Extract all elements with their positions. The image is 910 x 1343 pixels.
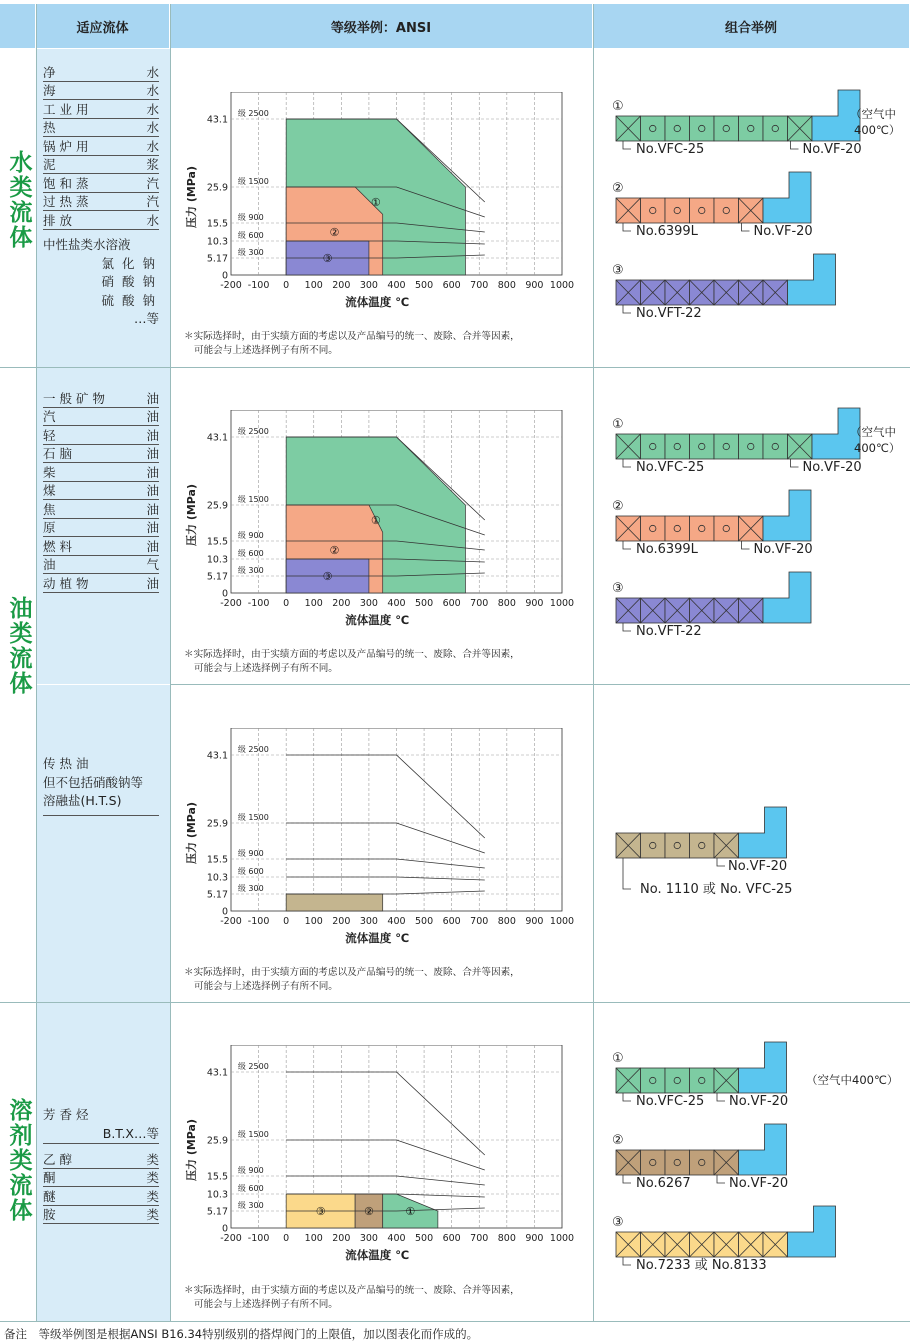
valve-label: No.VF-20 <box>802 142 862 157</box>
valve-label: No.VFT-22 <box>636 306 702 321</box>
fluid-row: 煤 油 <box>43 483 159 499</box>
header-cat-blank <box>0 4 36 48</box>
x-tick-label: 200 <box>332 280 351 291</box>
region <box>286 894 383 911</box>
combo-note: （空气中400℃） <box>806 1073 899 1087</box>
x-tick-label: 600 <box>442 916 461 927</box>
pipe-shape <box>739 1042 787 1093</box>
x-tick-label: 0 <box>283 1233 290 1244</box>
y-tick-label: 43.1 <box>206 114 228 126</box>
fluid-row: 排 放 水 <box>43 212 159 228</box>
grade-label: 级 1500 <box>237 1130 269 1139</box>
category-solvent: 溶剂类流体 <box>5 1098 33 1223</box>
chart-solvent <box>176 1045 581 1270</box>
grade-label: 级 1500 <box>237 495 269 504</box>
grade-label: 级 300 <box>237 248 264 257</box>
fluid-line: B.T.X…等 <box>102 1125 159 1141</box>
x-tick-label: 900 <box>525 1233 544 1244</box>
fluid-line: 硫 酸 钠 <box>101 292 157 308</box>
combo-note: 400℃） <box>854 123 901 137</box>
valve-label: No.7233 或 No.8133 <box>636 1258 767 1273</box>
y-tick-label: 25.9 <box>206 182 228 194</box>
fluid-row: 原 油 <box>43 520 159 536</box>
x-tick-label: 900 <box>525 280 544 291</box>
x-tick-label: 300 <box>359 916 378 927</box>
header-fluid: 适应流体 <box>36 4 170 48</box>
region-label: ① <box>405 1205 416 1219</box>
chart-water <box>176 92 581 317</box>
valve-cell <box>665 516 690 541</box>
region-label: ① <box>370 196 381 210</box>
y-tick-label: 0 <box>221 906 228 918</box>
fluid-line: 中性盐类水溶液 <box>43 237 131 252</box>
valve-cell <box>641 434 666 459</box>
x-tick-label: 0 <box>283 280 290 291</box>
region-label: ③ <box>315 1205 326 1219</box>
region-label: ① <box>370 514 381 528</box>
grade-label: 级 600 <box>237 549 264 558</box>
leader-line <box>717 1175 725 1183</box>
y-axis-label: 压力 (MPa) <box>185 1118 198 1182</box>
grade-label: 级 1500 <box>237 813 269 822</box>
x-tick-label: 600 <box>442 598 461 609</box>
combo-note: （空气中 <box>850 425 896 439</box>
pipe-shape <box>763 490 811 541</box>
pipe-shape <box>788 1206 836 1257</box>
x-tick-label: 600 <box>442 280 461 291</box>
x-tick-label: 1000 <box>549 916 575 927</box>
grade-label: 级 2500 <box>237 109 269 118</box>
valve-label: No.6399L <box>636 542 698 557</box>
fluid-list-heat <box>43 755 159 816</box>
x-tick-label: 500 <box>415 1233 434 1244</box>
x-tick-label: 700 <box>470 280 489 291</box>
x-tick-label: 300 <box>359 598 378 609</box>
fluid-row: 轻 油 <box>43 427 159 443</box>
leader-line <box>623 858 631 889</box>
leader-line <box>623 141 631 149</box>
fluid-row: 焦 油 <box>43 501 159 517</box>
combo-number: ③ <box>612 1215 624 1230</box>
x-tick-label: 200 <box>332 1233 351 1244</box>
region-label: ③ <box>322 570 333 584</box>
leader-line <box>791 141 799 149</box>
pipe-shape <box>739 807 787 858</box>
x-tick-label: 1000 <box>549 598 575 609</box>
combo-number: ③ <box>612 263 624 278</box>
valve-cell <box>690 434 715 459</box>
leader-line <box>742 223 750 231</box>
leader-line <box>717 1093 725 1101</box>
y-tick-label: 10.3 <box>206 1189 228 1201</box>
fluid-row: 锅 炉 用 水 <box>43 138 159 154</box>
valve-cell <box>641 833 666 858</box>
valve-cell <box>690 1068 715 1093</box>
x-tick-label: -100 <box>247 598 270 609</box>
x-axis-label: 流体温度 ℃ <box>345 1248 410 1262</box>
grade-label: 级 600 <box>237 1184 264 1193</box>
fluid-line: 硝 酸 钠 <box>101 274 157 289</box>
x-tick-label: -100 <box>247 1233 270 1244</box>
x-tick-label: 900 <box>525 598 544 609</box>
leader-line <box>623 1175 631 1183</box>
note-oil: ＊实际选择时，由于实绩方面的考虑以及产品编号的统一、废除、合并等因素， 可能会与上述选择例子有所不同。 <box>184 649 520 674</box>
x-tick-label: 700 <box>470 916 489 927</box>
fluid-row: 乙 醇 类 <box>43 1151 159 1167</box>
x-tick-label: -200 <box>220 598 242 609</box>
grade-label: 级 2500 <box>237 1062 269 1071</box>
grade-label: 级 900 <box>237 531 264 540</box>
grade-label: 级 1500 <box>237 177 269 186</box>
x-tick-label: -100 <box>247 916 270 927</box>
combo-number: ① <box>612 99 624 114</box>
y-axis-label: 压力 (MPa) <box>185 801 198 865</box>
y-tick-label: 5.17 <box>206 1206 228 1218</box>
valve-label: No.VF-20 <box>729 1176 789 1191</box>
region-label: ② <box>329 225 340 239</box>
fluid-row: 燃 料 油 <box>43 538 159 554</box>
leader-line <box>742 541 750 549</box>
valve-label: No.VFC-25 <box>636 460 705 475</box>
leader-line <box>623 1093 631 1101</box>
leader-line <box>791 459 799 467</box>
fluid-row: 过 热 蒸 汽 <box>43 194 159 210</box>
x-tick-label: 1000 <box>549 280 575 291</box>
header-grade: 等级举例：ANSI <box>170 4 593 48</box>
leader-line <box>717 858 725 866</box>
fluid-row: 饱 和 蒸 汽 <box>43 175 159 191</box>
combo-water <box>596 88 908 338</box>
x-tick-label: 100 <box>304 280 323 291</box>
x-tick-label: -200 <box>220 1233 242 1244</box>
valve-cell <box>690 116 715 141</box>
fluid-row: 汽 油 <box>43 409 159 425</box>
valve-label: No.VF-20 <box>729 1094 789 1109</box>
fluid-row: 油 气 <box>43 557 159 573</box>
note-water: ＊实际选择时，由于实绩方面的考虑以及产品编号的统一、废除、合并等因素， 可能会与上述选择例子有所不同。 <box>184 331 520 356</box>
valve-cell <box>665 434 690 459</box>
y-tick-label: 0 <box>221 1223 228 1235</box>
combo-number: ① <box>612 417 624 432</box>
fluid-row: 石 脑 油 <box>43 446 159 462</box>
x-tick-label: 500 <box>415 916 434 927</box>
x-tick-label: 100 <box>304 1233 323 1244</box>
valve-label: No. 1110 或 No. VFC-25 <box>640 882 793 897</box>
pipe-shape <box>763 572 811 623</box>
valve-cell <box>739 434 764 459</box>
valve-label: No.VF-20 <box>802 460 862 475</box>
leader-line <box>623 305 631 313</box>
pipe-shape <box>788 254 836 305</box>
x-tick-label: 400 <box>387 1233 406 1244</box>
leader-line <box>623 541 631 549</box>
valve-cell <box>714 116 739 141</box>
grade-label: 级 300 <box>237 884 264 893</box>
valve-label: No.VFC-25 <box>636 142 705 157</box>
x-tick-label: 700 <box>470 598 489 609</box>
x-tick-label: 800 <box>497 280 516 291</box>
fluid-row: 热 水 <box>43 120 159 136</box>
valve-label: No.VFT-22 <box>636 624 702 639</box>
valve-cell <box>714 198 739 223</box>
leader-line <box>623 459 631 467</box>
fluid-line: 传 热 油 <box>43 756 89 771</box>
y-tick-label: 25.9 <box>206 818 228 830</box>
combo-note: 400℃） <box>854 441 901 455</box>
y-tick-label: 0 <box>221 270 228 282</box>
fluid-line: 但不包括硝酸钠等 <box>43 774 144 790</box>
y-tick-label: 15.5 <box>206 1171 228 1183</box>
category-water: 水类流体 <box>5 150 33 250</box>
valve-label: No.6267 <box>636 1176 691 1191</box>
x-tick-label: -100 <box>247 280 270 291</box>
valve-cell <box>690 833 715 858</box>
combo-number: ② <box>612 1133 624 1148</box>
x-tick-label: 400 <box>387 280 406 291</box>
x-tick-label: 800 <box>497 916 516 927</box>
x-axis-label: 流体温度 ℃ <box>345 931 410 945</box>
grade-label: 级 600 <box>237 231 264 240</box>
grade-label: 级 900 <box>237 849 264 858</box>
valve-cell <box>690 198 715 223</box>
note-heat: ＊实际选择时，由于实绩方面的考虑以及产品编号的统一、废除、合并等因素， 可能会与上述选择例子有所不同。 <box>184 967 520 992</box>
y-tick-label: 43.1 <box>206 432 228 444</box>
footer-note: 备注 等级举例图是根据ANSI B16.34特别级别的搭焊阀门的上限值，加以图表化而作成的。 <box>4 1327 479 1341</box>
valve-label: No.VF-20 <box>753 224 813 239</box>
valve-cell <box>665 116 690 141</box>
fluid-col-heat <box>36 685 170 1002</box>
y-tick-label: 15.5 <box>206 536 228 548</box>
grade-label: 级 300 <box>237 566 264 575</box>
region-label: ③ <box>322 252 333 266</box>
leader-line <box>623 1257 631 1265</box>
combo-number: ③ <box>612 581 624 596</box>
valve-label: No.VF-20 <box>728 859 788 874</box>
x-tick-label: 400 <box>387 916 406 927</box>
valve-cell <box>763 116 788 141</box>
y-axis-label: 压力 (MPa) <box>185 165 198 229</box>
fluid-row: 海 水 <box>43 83 159 99</box>
y-tick-label: 5.17 <box>206 253 228 265</box>
x-tick-label: 900 <box>525 916 544 927</box>
region-label: ② <box>329 543 340 557</box>
fluid-row: 工 业 用 水 <box>43 101 159 117</box>
chart-oil <box>176 410 581 635</box>
y-tick-label: 43.1 <box>206 750 228 762</box>
valve-label: No.6399L <box>636 224 698 239</box>
y-tick-label: 5.17 <box>206 571 228 583</box>
leader-line <box>623 623 631 631</box>
valve-cell <box>665 1068 690 1093</box>
chart-heat <box>176 728 581 953</box>
x-tick-label: 300 <box>359 280 378 291</box>
valve-cell <box>690 1150 715 1175</box>
valve-cell <box>665 1150 690 1175</box>
combo-number: ② <box>612 181 624 196</box>
x-axis-label: 流体温度 ℃ <box>345 295 410 309</box>
fluid-line: 芳 香 烃 <box>43 1107 89 1122</box>
combo-oil <box>596 406 908 656</box>
fluid-row: 柴 油 <box>43 464 159 480</box>
fluid-row: 胺 类 <box>43 1207 159 1223</box>
x-tick-label: 200 <box>332 916 351 927</box>
valve-cell <box>665 198 690 223</box>
x-tick-label: 700 <box>470 1233 489 1244</box>
fluid-row: 动 植 物 油 <box>43 575 159 591</box>
grade-label: 级 2500 <box>237 427 269 436</box>
x-tick-label: 500 <box>415 598 434 609</box>
valve-label: No.VFC-25 <box>636 1094 705 1109</box>
x-tick-label: 600 <box>442 1233 461 1244</box>
x-tick-label: 400 <box>387 598 406 609</box>
note-solvent: ＊实际选择时，由于实绩方面的考虑以及产品编号的统一、废除、合并等因素， 可能会与上述选择例子有所不同。 <box>184 1285 520 1310</box>
grade-label: 级 900 <box>237 213 264 222</box>
y-tick-label: 10.3 <box>206 236 228 248</box>
x-tick-label: 200 <box>332 598 351 609</box>
pipe-shape <box>763 172 811 223</box>
fluid-line: 氯 化 钠 <box>101 255 157 271</box>
fluid-list-water <box>43 63 159 230</box>
valve-cell <box>641 116 666 141</box>
fluid-row: 泥 浆 <box>43 157 159 173</box>
fluid-row: 醚 类 <box>43 1188 159 1204</box>
y-axis-label: 压力 (MPa) <box>185 483 198 547</box>
grade-label: 级 300 <box>237 1201 264 1210</box>
valve-cell <box>641 198 666 223</box>
fluid-list-oil <box>43 389 159 593</box>
y-tick-label: 5.17 <box>206 889 228 901</box>
fluid-line: …等 <box>133 311 159 326</box>
y-tick-label: 25.9 <box>206 500 228 512</box>
region-label: ② <box>363 1205 374 1219</box>
x-tick-label: 300 <box>359 1233 378 1244</box>
fluid-row: 酮 类 <box>43 1170 159 1186</box>
fluid-line: 溶融盐(H.T.S) <box>43 793 122 808</box>
fluid-list-water-extra <box>43 236 159 329</box>
header-combo: 组合举例 <box>593 4 910 48</box>
grade-label: 级 900 <box>237 1166 264 1175</box>
x-tick-label: 1000 <box>549 1233 575 1244</box>
valve-cell <box>665 833 690 858</box>
x-axis-label: 流体温度 ℃ <box>345 613 410 627</box>
grade-label: 级 2500 <box>237 745 269 754</box>
x-tick-label: 100 <box>304 598 323 609</box>
fluid-row: 净 水 <box>43 64 159 80</box>
y-tick-label: 10.3 <box>206 554 228 566</box>
y-tick-label: 0 <box>221 588 228 600</box>
x-tick-label: 0 <box>283 598 290 609</box>
grade-label: 级 600 <box>237 867 264 876</box>
valve-cell <box>714 516 739 541</box>
combo-number: ① <box>612 1051 624 1066</box>
y-tick-label: 15.5 <box>206 218 228 230</box>
fluid-list-solvent <box>43 1150 159 1224</box>
valve-cell <box>690 516 715 541</box>
valve-cell <box>739 116 764 141</box>
combo-note: （空气中 <box>850 107 896 121</box>
valve-cell <box>714 434 739 459</box>
x-tick-label: 100 <box>304 916 323 927</box>
y-tick-label: 43.1 <box>206 1067 228 1079</box>
pipe-shape <box>739 1124 787 1175</box>
valve-cell <box>763 434 788 459</box>
y-tick-label: 10.3 <box>206 872 228 884</box>
combo-heat <box>596 800 908 910</box>
x-tick-label: -200 <box>220 280 242 291</box>
fluid-row: 一 般 矿 物 油 <box>43 390 159 406</box>
valve-label: No.VF-20 <box>753 542 813 557</box>
category-oil: 油类流体 <box>5 596 33 696</box>
valve-cell <box>641 1068 666 1093</box>
leader-line <box>623 223 631 231</box>
combo-solvent <box>596 1040 908 1290</box>
y-tick-label: 25.9 <box>206 1135 228 1147</box>
x-tick-label: 800 <box>497 1233 516 1244</box>
x-tick-label: -200 <box>220 916 242 927</box>
x-tick-label: 500 <box>415 280 434 291</box>
combo-number: ② <box>612 499 624 514</box>
x-tick-label: 0 <box>283 916 290 927</box>
fluid-list-solvent-top <box>43 1106 159 1144</box>
valve-cell <box>641 1150 666 1175</box>
y-tick-label: 15.5 <box>206 854 228 866</box>
x-tick-label: 800 <box>497 598 516 609</box>
valve-cell <box>641 516 666 541</box>
